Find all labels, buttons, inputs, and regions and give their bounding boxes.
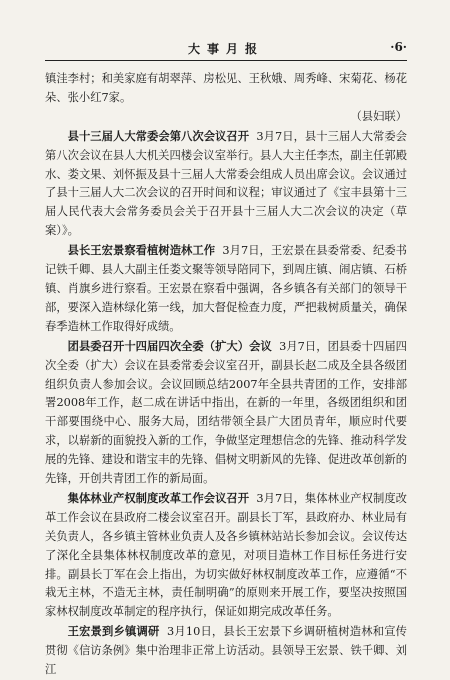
paragraph-source	[45, 108, 407, 127]
source-label: （县妇联）	[350, 109, 407, 123]
paragraph-text: 镇洼李村；和美家庭有胡翠萍、房松见、王秋娥、周秀峰、宋菊花、杨花朵、张小红7家。	[45, 72, 407, 104]
news-text: 3月7日，团县委十四届四次全委（扩大）会议在县委常委会议室召开，副县长赵二成及全县各级团组织负责人参加会议。会议回顾总结2007年全县共青团的工作，安排部署2008年工作，赵二成在讲话中指出，在新的一年里，各级团组织和团干部要围绕中心、服务大局，团结带领全县广大团员青年，顺应时代要求，以崭新的面貌投入新的工作，争做坚定理想信念的先锋、推动科学发展的先锋、建设和谐宝丰的先锋、倡树文明新风的先锋、促进改革创新的先锋，开创共青团工作的新局面。	[45, 339, 407, 486]
news-heading: 王宏景到乡镇调研	[67, 624, 160, 639]
page-number: ·6·	[390, 40, 407, 54]
news-item-forestry-reform	[45, 489, 407, 622]
journal-title: 大事月报	[187, 42, 264, 56]
news-text: 3月7日，王宏景在县委常委、纪委书记铁千卿、县人大副主任娄文聚等领导陪同下，到周庄镇、闹店镇、石桥镇、肖旗乡进行察看。王宏景在察看中强调，各乡镇各有关部门的领导干部，要深入造林绿化第一线，加大督促检查力度，严把栽树质量关，确保春季造林工作取得好成绩。	[45, 244, 407, 333]
news-text: 3月10日，县长王宏景下乡调研植树造林和宣传贯彻《信访条例》集中治理非正常上访活动。县领导王宏景、铁千卿、刘江	[45, 625, 407, 677]
news-text: 3月7日，集体林业产权制度改革工作会议在县政府二楼会议室召开。副县长丁军，县政府办、林业局有关负责人，各乡镇主管林业负责人及各乡镇林站站长参加会议。会议传达了深化全县集体林权制度改革的意见，对项目造林工作目标任务进行安排。副县长丁军在会上指出，为切实做好林权制度改革工作，应遵循“不栽无主林，不造无主林，责任制明确”的原则来开展工作，要坚决按照国家林权制度改革制定的程序执行，保证如期完成改革任务。	[45, 491, 407, 619]
news-text: 3月7日，县十三届人大常委会第八次会议在县人大机关四楼会议室举行。县人大主任李杰，副主任郭殿水、娄文果、刘怀振及县十三届人大常委会组成人员出席会议。会议通过了县十三届人大二次会议的召开时间和议程；审议通过了《宝丰县第十三届人民代表大会常务委员会关于召开县十三届人大二次会议的决定（草案）》。	[45, 129, 407, 238]
news-item-people-congress	[45, 127, 407, 241]
news-heading: 团县委召开十四届四次全委（扩大）会议	[67, 338, 272, 353]
news-heading: 集体林业产权制度改革工作会议召开	[67, 490, 250, 505]
page-header	[45, 38, 407, 61]
news-heading: 县长王宏景察看植树造林工作	[67, 243, 216, 258]
document-page	[45, 38, 407, 680]
paragraph-continuation	[45, 70, 407, 108]
news-heading: 县十三届人大常委会第八次会议召开	[67, 128, 250, 143]
news-item-youth-league	[45, 337, 407, 489]
news-item-tree-planting	[45, 241, 407, 337]
news-item-township-research	[45, 622, 407, 680]
article-body	[45, 70, 407, 680]
